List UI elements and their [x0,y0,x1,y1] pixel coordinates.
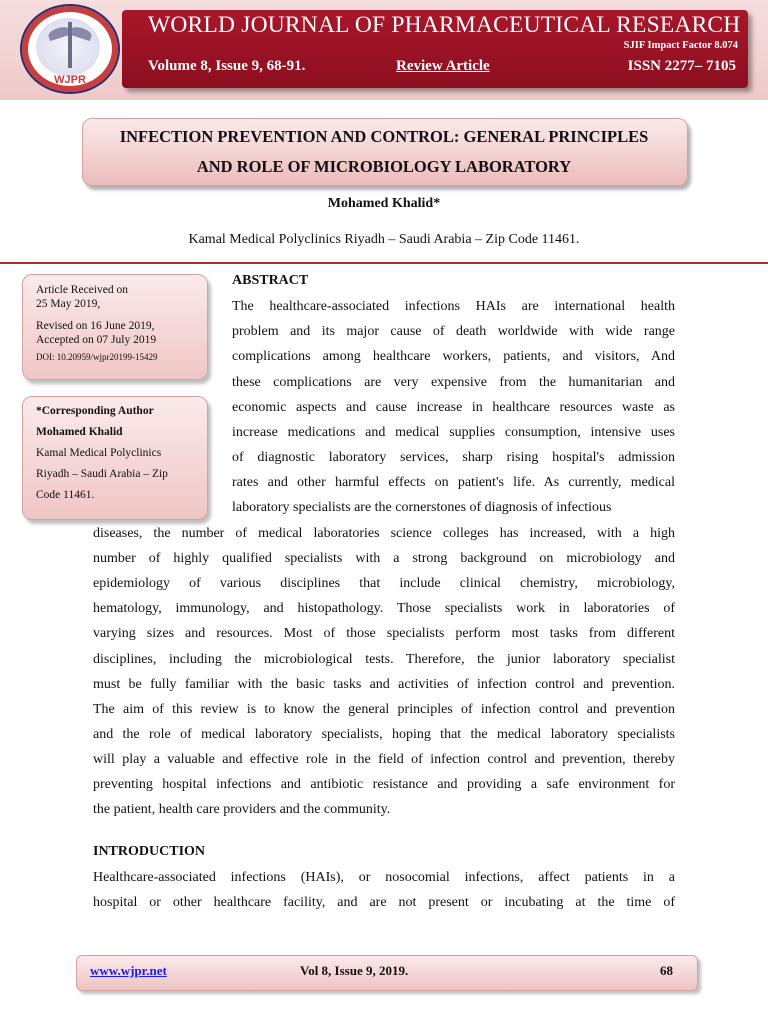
section-divider [0,262,768,264]
abstract-line: The aim of this review is to know the general principles of infection control and prevention [93,702,675,717]
journal-logo [20,4,120,94]
abstract-line: will play a valuable and effective role in the field of infection control and prevention, thereby [93,752,675,767]
accepted-date: Accepted on 07 July 2019 [36,334,157,346]
corresponding-heading: *Corresponding Author [36,405,154,417]
abstract-line: the patient, health care providers and the community. [93,802,391,817]
author-name: Mohamed Khalid* [327,196,441,211]
received-label: Article Received on [36,284,128,296]
title-line: INFECTION PREVENTION AND CONTROL: GENERAL PRINCIPLES [119,127,649,146]
corresponding-name: Mohamed Khalid [36,426,123,438]
abstract-heading: ABSTRACT [232,273,309,288]
journal-title: WORLD JOURNAL OF PHARMACEUTICAL RESEARCH [148,12,741,38]
abstract-line: epidemiology of various disciplines that include clinical chemistry, microbiology, [93,576,675,591]
logo-text: WJPR [54,74,86,86]
abstract-line: rates and other harmful effects on patient's life. As currently, medical [232,475,675,490]
abstract-line: must be fully familiar with the basic tasks and activities of infection control and prevention. [93,677,675,692]
title-line: AND ROLE OF MICROBIOLOGY LABORATORY [196,157,572,176]
article-title [82,122,686,182]
corresponding-line: Code 11461. [36,489,95,501]
abstract-line: diseases, the number of medical laboratories science colleges has increased, with a high [93,526,675,541]
abstract-line: number of highly qualified specialists with a strong background on microbiology and [93,551,675,566]
corresponding-line: Riyadh – Saudi Arabia – Zip [36,468,168,480]
received-date: 25 May 2019, [36,298,101,310]
page-number: 68 [660,963,673,978]
abstract-line: these complications are very expensive from the humanitarian and [232,375,675,390]
abstract-line: complications among healthcare workers, patients, and visitors, And [232,349,675,364]
issn: ISSN 2277– 7105 [627,58,736,74]
abstract-line: laboratory specialists are the cornerstones of diagnosis of infectious [232,500,612,515]
article-type-link[interactable]: Review Article [396,58,490,74]
impact-factor: SJIF Impact Factor 8.074 [623,40,738,51]
introduction-line: Healthcare-associated infections (HAIs), or nosocomial infections, affect patients in a [93,870,675,885]
author-affiliation: Kamal Medical Polyclinics Riyadh – Saudi Arabia – Zip Code 11461. [188,232,580,247]
volume-info: Volume 8, Issue 9, 68-91. [148,58,306,74]
corresponding-line: Kamal Medical Polyclinics [36,447,162,459]
abstract-line: problem and its major cause of death worldwide with wide range [232,324,675,339]
abstract-line: increase medications and medical supplies consumption, intensive uses [232,425,675,440]
abstract-line: of diagnostic laboratory services, sharp rising hospital's admission [232,450,675,465]
abstract-line: economic aspects and cause increase in healthcare resources waste as [232,400,675,415]
footer-volume: Vol 8, Issue 9, 2019. [300,963,409,978]
abstract-line: preventing hospital infections and antibiotic resistance and providing a safe environment for [93,777,675,792]
introduction-line: hospital or other healthcare facility, and are not present or incubating at the time of [93,895,675,910]
caduceus-staff-icon [68,22,72,68]
abstract-line: and the role of medical laboratory specialists, hoping that the medical laboratory specialists [93,727,675,742]
revised-date: Revised on 16 June 2019, [36,320,155,332]
abstract-line: disciplines, including the microbiological tests. Therefore, the junior laboratory specialist [93,652,675,667]
website-link[interactable]: www.wjpr.net [90,963,167,978]
doi[interactable]: DOI: 10.20959/wjpr20199-15429 [36,352,158,362]
abstract-line: The healthcare-associated infections HAIs are international health [232,299,675,314]
abstract-line: hematology, immunology, and histopathology. Those specialists work in laboratories of [93,601,675,616]
introduction-heading: INTRODUCTION [93,844,206,859]
abstract-line: varying sizes and resources. Most of those specialists perform most tasks from different [93,626,675,641]
